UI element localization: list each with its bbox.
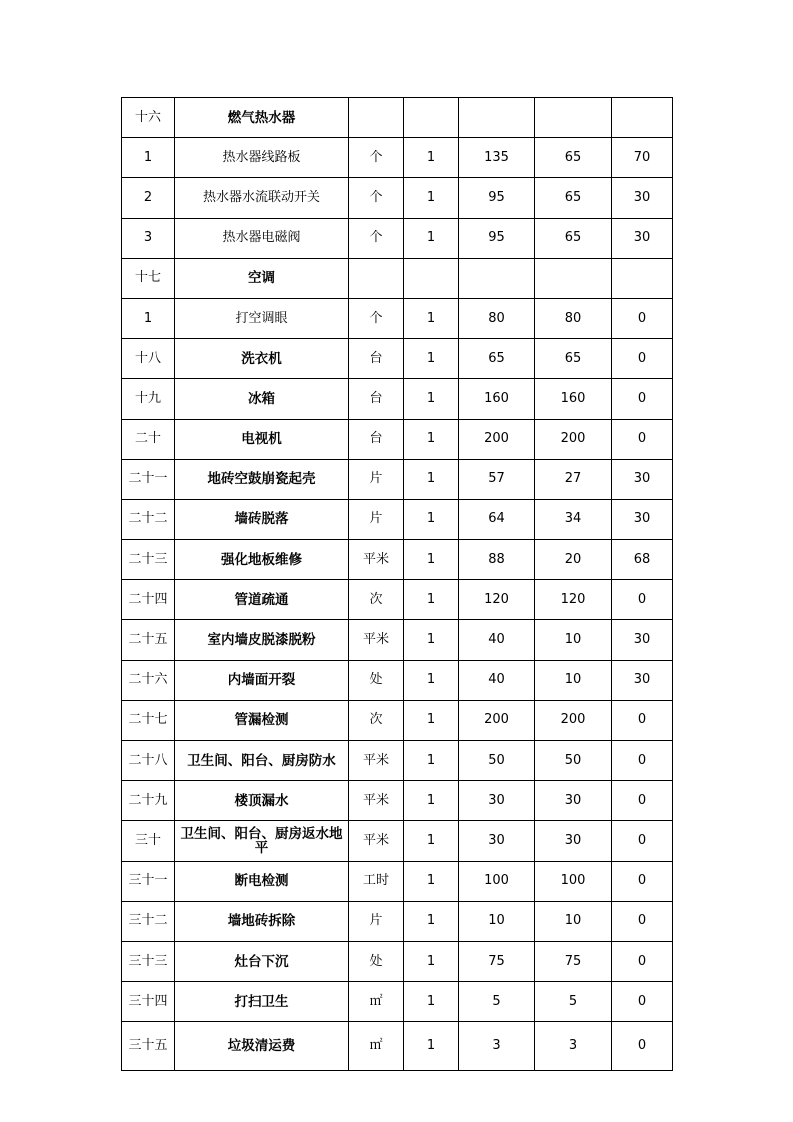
quantity-cell: 1 — [404, 941, 459, 981]
row-number-cell: 三十二 — [122, 901, 175, 941]
row-number-cell: 三十三 — [122, 941, 175, 981]
labor-price-cell: 65 — [535, 218, 612, 258]
material-price-cell: 0 — [612, 580, 673, 620]
unit-cell: 个 — [349, 178, 404, 218]
labor-price-cell: 34 — [535, 499, 612, 539]
quantity-cell: 1 — [404, 781, 459, 821]
row-number-cell: 十九 — [122, 379, 175, 419]
material-price-cell: 70 — [612, 138, 673, 178]
labor-price-cell: 65 — [535, 178, 612, 218]
row-number-cell: 二十九 — [122, 781, 175, 821]
quantity-cell: 1 — [404, 660, 459, 700]
quantity-cell: 1 — [404, 218, 459, 258]
table-row — [122, 298, 673, 338]
material-price-cell: 0 — [612, 941, 673, 981]
quantity-cell: 1 — [404, 339, 459, 379]
row-number-cell: 三十一 — [122, 861, 175, 901]
table-row — [122, 138, 673, 178]
total-price-cell: 5 — [459, 982, 535, 1022]
labor-price-cell: 10 — [535, 620, 612, 660]
unit-cell: 个 — [349, 138, 404, 178]
quantity-cell: 1 — [404, 700, 459, 740]
quantity-cell: 1 — [404, 982, 459, 1022]
unit-cell: ㎡ — [349, 1022, 404, 1071]
item-name-cell: 室内墙皮脱漆脱粉 — [175, 620, 349, 660]
row-number-cell: 二十七 — [122, 700, 175, 740]
total-price-cell: 200 — [459, 419, 535, 459]
item-name-cell: 墙地砖拆除 — [175, 901, 349, 941]
table-row — [122, 98, 673, 138]
labor-price-cell: 100 — [535, 861, 612, 901]
item-name-cell: 热水器电磁阀 — [175, 218, 349, 258]
table-row — [122, 821, 673, 861]
unit-cell: 台 — [349, 419, 404, 459]
total-price-cell: 30 — [459, 781, 535, 821]
item-name-cell: 冰箱 — [175, 379, 349, 419]
table-row — [122, 781, 673, 821]
material-price-cell: 0 — [612, 419, 673, 459]
table-row — [122, 620, 673, 660]
labor-price-cell: 200 — [535, 419, 612, 459]
table-row — [122, 1022, 673, 1071]
labor-price-cell: 10 — [535, 660, 612, 700]
table-row — [122, 700, 673, 740]
total-price-cell — [459, 258, 535, 298]
item-name-cell: 洗衣机 — [175, 339, 349, 379]
labor-price-cell: 5 — [535, 982, 612, 1022]
unit-cell: 片 — [349, 459, 404, 499]
labor-price-cell: 10 — [535, 901, 612, 941]
material-price-cell: 0 — [612, 700, 673, 740]
labor-price-cell: 80 — [535, 298, 612, 338]
material-price-cell: 30 — [612, 218, 673, 258]
total-price-cell: 50 — [459, 741, 535, 781]
unit-cell — [349, 98, 404, 138]
row-number-cell: 二十五 — [122, 620, 175, 660]
item-name-cell: 热水器线路板 — [175, 138, 349, 178]
item-name-cell: 管道疏通 — [175, 580, 349, 620]
item-name-cell: 空调 — [175, 258, 349, 298]
labor-price-cell: 200 — [535, 700, 612, 740]
material-price-cell: 30 — [612, 620, 673, 660]
table-row — [122, 660, 673, 700]
row-number-cell: 二十六 — [122, 660, 175, 700]
material-price-cell: 0 — [612, 781, 673, 821]
total-price-cell: 30 — [459, 821, 535, 861]
quantity-cell: 1 — [404, 861, 459, 901]
unit-cell: 处 — [349, 941, 404, 981]
total-price-cell: 88 — [459, 540, 535, 580]
item-name-cell: 断电检测 — [175, 861, 349, 901]
unit-cell: 平米 — [349, 540, 404, 580]
table-row — [122, 982, 673, 1022]
labor-price-cell: 50 — [535, 741, 612, 781]
total-price-cell: 40 — [459, 620, 535, 660]
quantity-cell: 1 — [404, 499, 459, 539]
item-name-cell: 电视机 — [175, 419, 349, 459]
item-name-cell: 强化地板维修 — [175, 540, 349, 580]
price-table — [121, 97, 673, 1071]
material-price-cell: 0 — [612, 298, 673, 338]
labor-price-cell: 30 — [535, 821, 612, 861]
table-row — [122, 580, 673, 620]
row-number-cell: 二十 — [122, 419, 175, 459]
unit-cell: 台 — [349, 339, 404, 379]
labor-price-cell: 120 — [535, 580, 612, 620]
table-row — [122, 459, 673, 499]
row-number-cell: 三十 — [122, 821, 175, 861]
item-name-cell: 打扫卫生 — [175, 982, 349, 1022]
quantity-cell: 1 — [404, 298, 459, 338]
item-name-cell: 墙砖脱落 — [175, 499, 349, 539]
material-price-cell — [612, 98, 673, 138]
table-row — [122, 178, 673, 218]
total-price-cell: 100 — [459, 861, 535, 901]
quantity-cell: 1 — [404, 580, 459, 620]
total-price-cell: 160 — [459, 379, 535, 419]
quantity-cell: 1 — [404, 379, 459, 419]
unit-cell: 平米 — [349, 741, 404, 781]
labor-price-cell: 27 — [535, 459, 612, 499]
unit-cell: 次 — [349, 700, 404, 740]
item-name-cell: 打空调眼 — [175, 298, 349, 338]
row-number-cell: 三十四 — [122, 982, 175, 1022]
row-number-cell: 1 — [122, 138, 175, 178]
quantity-cell: 1 — [404, 901, 459, 941]
material-price-cell: 0 — [612, 1022, 673, 1071]
item-name-cell: 热水器水流联动开关 — [175, 178, 349, 218]
quantity-cell: 1 — [404, 419, 459, 459]
labor-price-cell: 30 — [535, 781, 612, 821]
table-row — [122, 258, 673, 298]
total-price-cell: 120 — [459, 580, 535, 620]
table-row — [122, 218, 673, 258]
total-price-cell: 10 — [459, 901, 535, 941]
material-price-cell: 0 — [612, 821, 673, 861]
material-price-cell: 0 — [612, 339, 673, 379]
table-row — [122, 540, 673, 580]
labor-price-cell: 75 — [535, 941, 612, 981]
total-price-cell: 135 — [459, 138, 535, 178]
row-number-cell: 二十一 — [122, 459, 175, 499]
table-row — [122, 741, 673, 781]
unit-cell: 平米 — [349, 821, 404, 861]
row-number-cell: 二十八 — [122, 741, 175, 781]
quantity-cell: 1 — [404, 821, 459, 861]
unit-cell: 个 — [349, 298, 404, 338]
unit-cell: 工时 — [349, 861, 404, 901]
row-number-cell: 十六 — [122, 98, 175, 138]
labor-price-cell: 65 — [535, 138, 612, 178]
quantity-cell — [404, 258, 459, 298]
item-name-cell: 垃圾清运费 — [175, 1022, 349, 1071]
quantity-cell — [404, 98, 459, 138]
material-price-cell: 30 — [612, 178, 673, 218]
material-price-cell: 30 — [612, 660, 673, 700]
table-row — [122, 901, 673, 941]
row-number-cell: 十七 — [122, 258, 175, 298]
item-name-cell: 地砖空鼓崩瓷起壳 — [175, 459, 349, 499]
labor-price-cell — [535, 98, 612, 138]
total-price-cell — [459, 98, 535, 138]
unit-cell: 次 — [349, 580, 404, 620]
quantity-cell: 1 — [404, 540, 459, 580]
quantity-cell: 1 — [404, 1022, 459, 1071]
unit-cell: 处 — [349, 660, 404, 700]
row-number-cell: 二十三 — [122, 540, 175, 580]
material-price-cell: 0 — [612, 741, 673, 781]
row-number-cell: 三十五 — [122, 1022, 175, 1071]
total-price-cell: 40 — [459, 660, 535, 700]
total-price-cell: 57 — [459, 459, 535, 499]
item-name-cell: 灶台下沉 — [175, 941, 349, 981]
material-price-cell — [612, 258, 673, 298]
row-number-cell: 2 — [122, 178, 175, 218]
total-price-cell: 3 — [459, 1022, 535, 1071]
item-name-cell: 管漏检测 — [175, 700, 349, 740]
item-name-cell: 燃气热水器 — [175, 98, 349, 138]
total-price-cell: 200 — [459, 700, 535, 740]
item-name-cell: 内墙面开裂 — [175, 660, 349, 700]
labor-price-cell: 3 — [535, 1022, 612, 1071]
total-price-cell: 75 — [459, 941, 535, 981]
table-row — [122, 379, 673, 419]
unit-cell: 片 — [349, 901, 404, 941]
row-number-cell: 二十四 — [122, 580, 175, 620]
item-name-cell: 楼顶漏水 — [175, 781, 349, 821]
total-price-cell: 95 — [459, 178, 535, 218]
row-number-cell: 3 — [122, 218, 175, 258]
total-price-cell: 95 — [459, 218, 535, 258]
price-table-body — [122, 98, 673, 1071]
material-price-cell: 0 — [612, 982, 673, 1022]
material-price-cell: 0 — [612, 901, 673, 941]
labor-price-cell — [535, 258, 612, 298]
row-number-cell: 二十二 — [122, 499, 175, 539]
material-price-cell: 68 — [612, 540, 673, 580]
unit-cell — [349, 258, 404, 298]
total-price-cell: 80 — [459, 298, 535, 338]
unit-cell: ㎡ — [349, 982, 404, 1022]
table-row — [122, 941, 673, 981]
quantity-cell: 1 — [404, 459, 459, 499]
table-row — [122, 419, 673, 459]
unit-cell: 片 — [349, 499, 404, 539]
item-name-cell: 卫生间、阳台、厨房防水 — [175, 741, 349, 781]
material-price-cell: 30 — [612, 459, 673, 499]
quantity-cell: 1 — [404, 620, 459, 660]
total-price-cell: 65 — [459, 339, 535, 379]
quantity-cell: 1 — [404, 138, 459, 178]
quantity-cell: 1 — [404, 178, 459, 218]
table-row — [122, 339, 673, 379]
table-row — [122, 499, 673, 539]
material-price-cell: 30 — [612, 499, 673, 539]
total-price-cell: 64 — [459, 499, 535, 539]
unit-cell: 平米 — [349, 781, 404, 821]
row-number-cell: 十八 — [122, 339, 175, 379]
row-number-cell: 1 — [122, 298, 175, 338]
table-row — [122, 861, 673, 901]
labor-price-cell: 160 — [535, 379, 612, 419]
material-price-cell: 0 — [612, 861, 673, 901]
unit-cell: 个 — [349, 218, 404, 258]
quantity-cell: 1 — [404, 741, 459, 781]
unit-cell: 平米 — [349, 620, 404, 660]
labor-price-cell: 65 — [535, 339, 612, 379]
labor-price-cell: 20 — [535, 540, 612, 580]
item-name-cell: 卫生间、阳台、厨房返水地平 — [175, 821, 349, 861]
material-price-cell: 0 — [612, 379, 673, 419]
unit-cell: 台 — [349, 379, 404, 419]
